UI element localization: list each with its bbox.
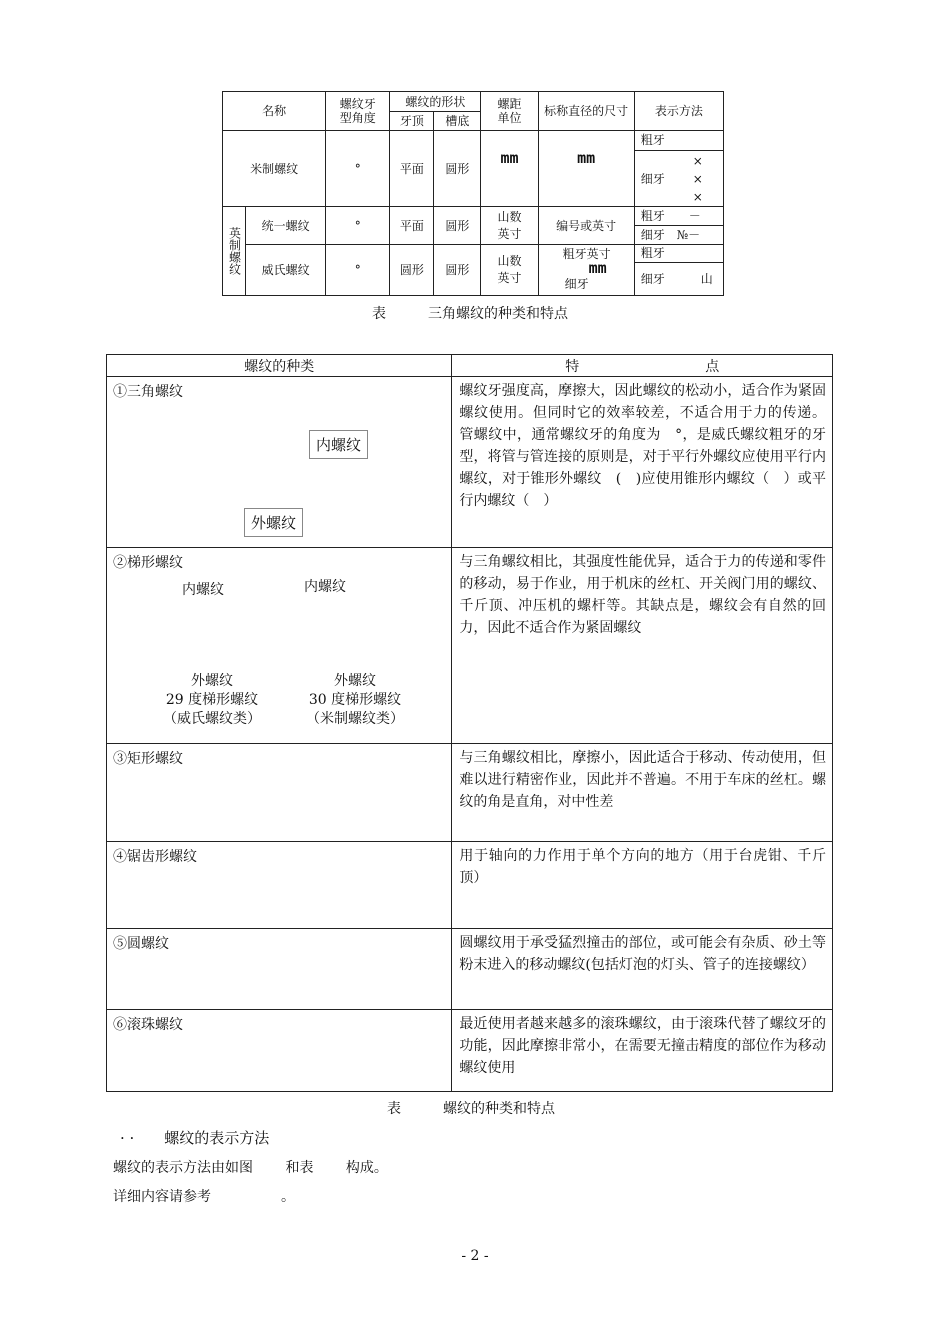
row-square-kind [107,744,452,842]
header-crest: 牙顶 [390,112,434,131]
metric-pitch-unit: mm [481,131,538,207]
thread-types-table [106,354,833,1092]
header-root: 槽底 [434,112,481,131]
row-triangle-feature: 螺纹牙强度高，摩擦大，因此螺纹的松动小，适合作为紧固螺纹使用。但同时它的效率较差，不适合用于力的传递。 管螺纹中，通常螺纹牙的角度为 °，是威氏螺纹粗牙的牙型，将管与管连接的原则是，对于平行外螺纹应使用平行内螺纹，对于锥形外螺纹 ( )应使用锥形内螺纹（ ）或平行内螺纹（ ） [452,377,833,548]
thread-type-label: 29 度梯形螺纹 [165,692,259,708]
kind-label: ②梯形螺纹 [113,555,183,571]
whitworth-name: 威氏螺纹 [246,245,326,296]
unified-fine: 细牙 №－ [640,227,701,242]
metric-crest: 平面 [390,131,434,207]
section-line-1: 螺纹的表示方法由如图 和表 构成。 [113,1160,388,1176]
thread-class-label: （米制螺纹类） [306,711,404,727]
unified-pitch-unit: 山数 英寸 [481,207,538,245]
header-shape: 螺纹的形状 [390,92,481,112]
inner-thread-label: 内螺纹 [304,579,346,595]
trapezoid-29-caption [142,672,282,729]
row-trapezoid-kind [107,548,452,744]
row-buttress-feature: 用于轴向的力作用于单个方向的地方（用于台虎钳、千斤顶） [452,842,833,929]
whitworth-size-coarse: 粗牙英寸 [562,247,611,261]
unified-crest: 平面 [390,207,434,245]
whitworth-crest: 圆形 [390,245,434,296]
unified-coarse: 粗牙 － [635,207,723,225]
header-feature: 特 点 [452,355,833,377]
header-kind: 螺纹的种类 [107,355,452,377]
metric-representation [634,131,723,207]
header-pitch-unit: 螺距 单位 [481,92,538,131]
whitworth-size-fine: 细牙 [564,277,589,291]
whitworth-pitch-unit: 山数 英寸 [481,245,538,296]
row-ball-kind [107,1010,452,1092]
metric-coarse: 粗牙 [635,131,723,150]
whitworth-root: 圆形 [434,245,481,296]
metric-x1: × [692,153,703,168]
metric-x2: × [692,171,703,186]
inner-thread-label: 内螺纹 [309,430,368,459]
section-heading: · · 螺纹的表示方法 [120,1129,270,1147]
unified-representation [634,207,723,245]
trapezoid-30-caption [285,672,425,729]
row-buttress-kind [107,842,452,929]
row-round-feature: 圆螺纹用于承受猛烈撞击的部位，或可能会有杂质、砂土等粉末进入的移动螺纹(包括灯泡的灯头、管子的连接螺纹） [452,929,833,1010]
whitworth-size [538,245,634,296]
unified-name: 统一螺纹 [246,207,326,245]
metric-root: 圆形 [434,131,481,207]
table2-caption: 表 螺纹的种类和特点 [387,1101,555,1117]
kind-label: ⑥滚珠螺纹 [113,1017,183,1033]
header-angle: 螺纹牙 型角度 [326,92,390,131]
outer-thread-label: 外螺纹 [334,673,376,689]
row-square-feature: 与三角螺纹相比，摩擦小，因此适合于移动、传动使用，但难以进行精密作业，因此并不普遍。不用于车床的丝杠。螺纹的角是直角，对中性差 [452,744,833,842]
page-number: - 2 - [461,1248,489,1264]
header-nominal-size: 标称直径的尺寸 [538,92,634,131]
row-ball-feature: 最近使用者越来越多的滚珠螺纹，由于滚珠代替了螺纹牙的功能，因此摩擦非常小，在需要无撞击精度的部位作为移动螺纹使用 [452,1010,833,1092]
row-triangle-kind [107,377,452,548]
kind-label: ①三角螺纹 [113,384,183,400]
metric-angle: ° [326,131,390,207]
whitworth-angle: ° [326,245,390,296]
row-round-kind [107,929,452,1010]
whitworth-fine: 细牙 山 [640,271,713,286]
header-representation: 表示方法 [634,92,723,131]
thread-spec-table [222,91,724,296]
thread-type-label: 30 度梯形螺纹 [308,692,402,708]
whitworth-size-mm: mm [588,259,607,277]
outer-thread-label: 外螺纹 [191,673,233,689]
whitworth-representation [634,245,723,296]
thread-class-label: （威氏螺纹类） [163,711,261,727]
kind-label: ⑤圆螺纹 [113,936,169,952]
metric-size: mm [538,131,634,207]
metric-x3: × [692,189,703,204]
header-name: 名称 [223,92,326,131]
metric-fine: 细牙 [640,171,665,186]
whitworth-coarse: 粗牙 [635,245,723,262]
unified-size: 编号或英寸 [538,207,634,245]
unified-root: 圆形 [434,207,481,245]
kind-label: ④锯齿形螺纹 [113,849,197,865]
outer-thread-label: 外螺纹 [244,508,303,537]
unified-angle: ° [326,207,390,245]
inner-thread-label: 内螺纹 [182,582,224,598]
imperial-group: 英制螺纹 [223,207,246,296]
metric-name: 米制螺纹 [223,131,326,207]
row-trapezoid-feature: 与三角螺纹相比，其强度性能优异，适合于力的传递和零件的移动，易于作业，用于机床的丝杠、开关阀门用的螺纹、千斤顶、冲压机的螺杆等。其缺点是，螺纹会有自然的回力，因此不适合作为紧固螺纹 [452,548,833,744]
section-line-2: 详细内容请参考 。 [113,1189,295,1205]
kind-label: ③矩形螺纹 [113,751,183,767]
table1-caption: 表 三角螺纹的种类和特点 [372,306,568,322]
